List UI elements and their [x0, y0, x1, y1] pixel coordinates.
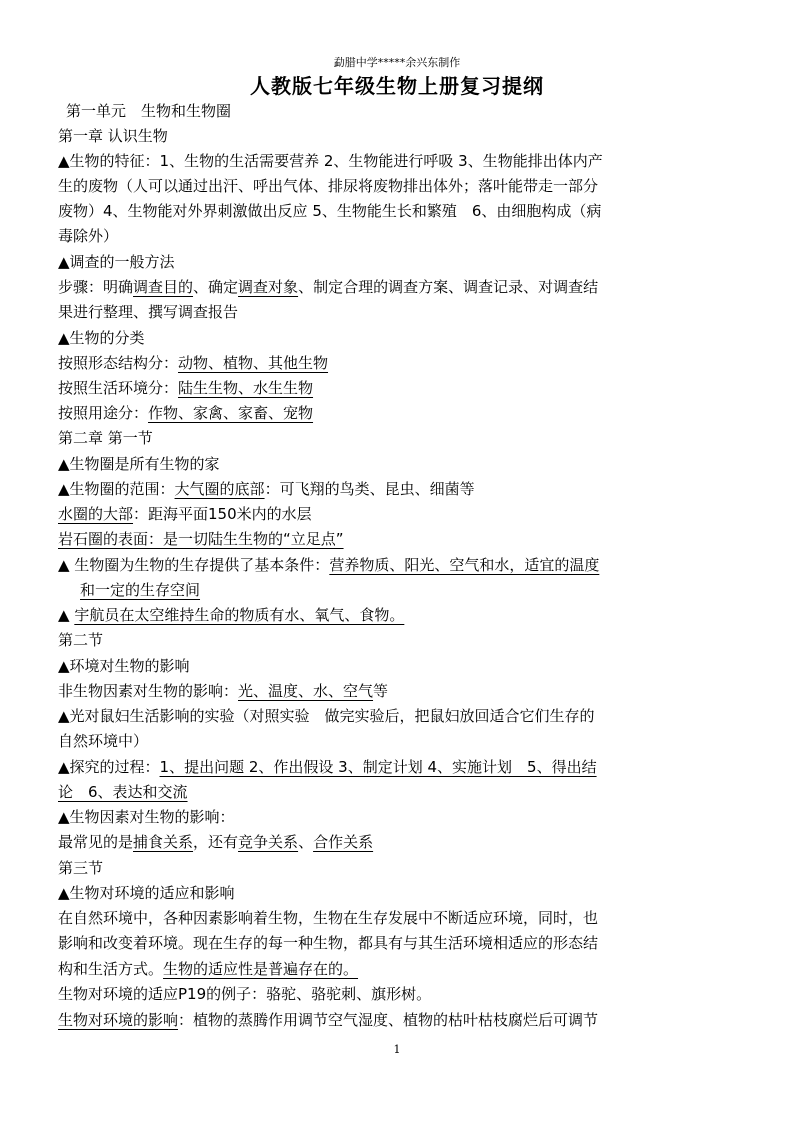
section-heading: ▲生物圈是所有生物的家 — [58, 455, 220, 473]
text-span: ：距海平面150米内的水层 — [133, 505, 312, 523]
underlined-term: 竞争关系 — [238, 833, 299, 851]
text-span: 、确定 — [193, 278, 239, 296]
text-span: 、 — [298, 833, 314, 851]
text-span: 构和生活方式。 — [58, 960, 164, 978]
text-line — [58, 351, 740, 376]
text-span: 按照生活环境分： — [58, 379, 179, 397]
text-line — [58, 401, 740, 426]
text-line — [58, 275, 740, 300]
text-span: 最常见的是 — [58, 833, 134, 851]
text-line: 影响和改变着环境。现在生存的每一种生物，都具有与其生活环境相适应的形态结 — [58, 934, 599, 952]
section-heading: ▲环境对生物的影响 — [58, 657, 190, 675]
text-span: 非生物因素对生物的影响： — [58, 682, 239, 700]
text-line — [58, 502, 740, 527]
underlined-term: 岩石圈的表面：是一切陆生生物的“立足点” — [58, 530, 344, 548]
page-number: 1 — [393, 1043, 401, 1056]
text-line — [58, 780, 740, 805]
text-line — [58, 553, 740, 578]
underlined-term: 论 6、表达和交流 — [58, 783, 188, 801]
unit-heading: 第一单元 生物和生物圈 — [66, 102, 232, 120]
text-line — [58, 679, 740, 704]
section-heading: 第二节 — [58, 631, 104, 649]
section-heading: ▲调查的一般方法 — [58, 253, 175, 271]
underlined-term: 捕食关系 — [133, 833, 194, 851]
text-line — [58, 376, 740, 401]
text-span: ▲生物圈的范围： — [58, 480, 175, 498]
section-heading: 第三节 — [58, 859, 104, 877]
underlined-term: 营养物质、阳光、空气和水，适宜的温度 — [329, 556, 600, 574]
text-line: 在自然环境中，各种因素影响着生物，生物在生存发展中不断适应环境，同时，也 — [58, 909, 599, 927]
underlined-term: 作物、家禽、家畜、宠物 — [148, 404, 314, 422]
text-line: 毒除外） — [58, 227, 119, 245]
underlined-term: 合作关系 — [313, 833, 374, 851]
text-span: ▲探究的过程： — [58, 758, 160, 776]
text-line: 废物）4、生物能对外界刺激做出反应 5、生物能生长和繁殖 6、由细胞构成（病 — [58, 202, 602, 220]
text-span: ：植物的蒸腾作用调节空气湿度、植物的枯叶枯枝腐烂后可调节 — [178, 1011, 599, 1029]
text-line — [58, 830, 740, 855]
text-span: 等 — [373, 682, 389, 700]
underlined-term: 生物的适应性是普遍存在的。 — [163, 960, 359, 978]
text-span: 、制定合理的调查方案、调查记录、对调查结 — [298, 278, 599, 296]
text-line: 果进行整理、撰写调查报告 — [58, 303, 239, 321]
text-line — [58, 603, 740, 628]
underlined-term: 水圈的大部 — [58, 505, 134, 523]
underlined-term: 调查对象 — [238, 278, 299, 296]
chapter-heading: 第一章 认识生物 — [58, 127, 168, 145]
text-line: ▲生物的特征：1、生物的生活需要营养 2、生物能进行呼吸 3、生物能排出体内产 — [58, 152, 603, 170]
underlined-term: 宇航员在太空维持生命的物质有水、氧气、食物。 — [74, 606, 405, 624]
underlined-term: 动物、植物、其他生物 — [178, 354, 329, 372]
text-span: ▲ 生物圈为生物的生存提供了基本条件： — [58, 556, 330, 574]
text-line: ▲光对鼠妇生活影响的实验（对照实验 做完实验后，把鼠妇放回适合它们生存的 — [58, 707, 595, 725]
chapter-heading: 第二章 第一节 — [58, 429, 153, 447]
text-line — [58, 477, 740, 502]
text-span: 按照用途分： — [58, 404, 149, 422]
text-line: 生物对环境的适应P19的例子：骆驼、骆驼刺、旗形树。 — [58, 985, 432, 1003]
text-line: 自然环境中） — [58, 732, 149, 750]
text-span: 步骤：明确 — [58, 278, 134, 296]
text-span: ，还有 — [193, 833, 239, 851]
underlined-term: 1、提出问题 2、作出假设 3、制定计划 4、实施计划 5、得出结 — [159, 758, 597, 776]
text-span: 按照形态结构分： — [58, 354, 179, 372]
section-heading: ▲生物的分类 — [58, 329, 145, 347]
underlined-term: 大气圈的底部 — [174, 480, 265, 498]
text-span: ▲ — [58, 606, 75, 624]
text-line — [58, 957, 740, 982]
text-line — [58, 1008, 740, 1033]
underlined-term: 陆生生物、水生生物 — [178, 379, 314, 397]
text-line — [58, 755, 740, 780]
text-line — [58, 527, 740, 552]
author-credit: 勐腊中学*****余兴东制作 — [333, 56, 461, 69]
section-heading: ▲生物对环境的适应和影响 — [58, 884, 235, 902]
underlined-term: 调查目的 — [133, 278, 194, 296]
text-line — [58, 578, 762, 603]
underlined-term: 生物对环境的影响 — [58, 1011, 179, 1029]
document-title: 人教版七年级生物上册复习提纲 — [250, 74, 544, 98]
underlined-term: 和一定的生存空间 — [80, 581, 201, 599]
underlined-term: 光、温度、水、空气 — [238, 682, 374, 700]
section-heading: ▲生物因素对生物的影响： — [58, 808, 235, 826]
text-line: 生的废物（人可以通过出汗、呼出气体、排尿将废物排出体外；落叶能带走一部分 — [58, 177, 599, 195]
text-span: ：可飞翔的鸟类、昆虫、细菌等 — [264, 480, 475, 498]
